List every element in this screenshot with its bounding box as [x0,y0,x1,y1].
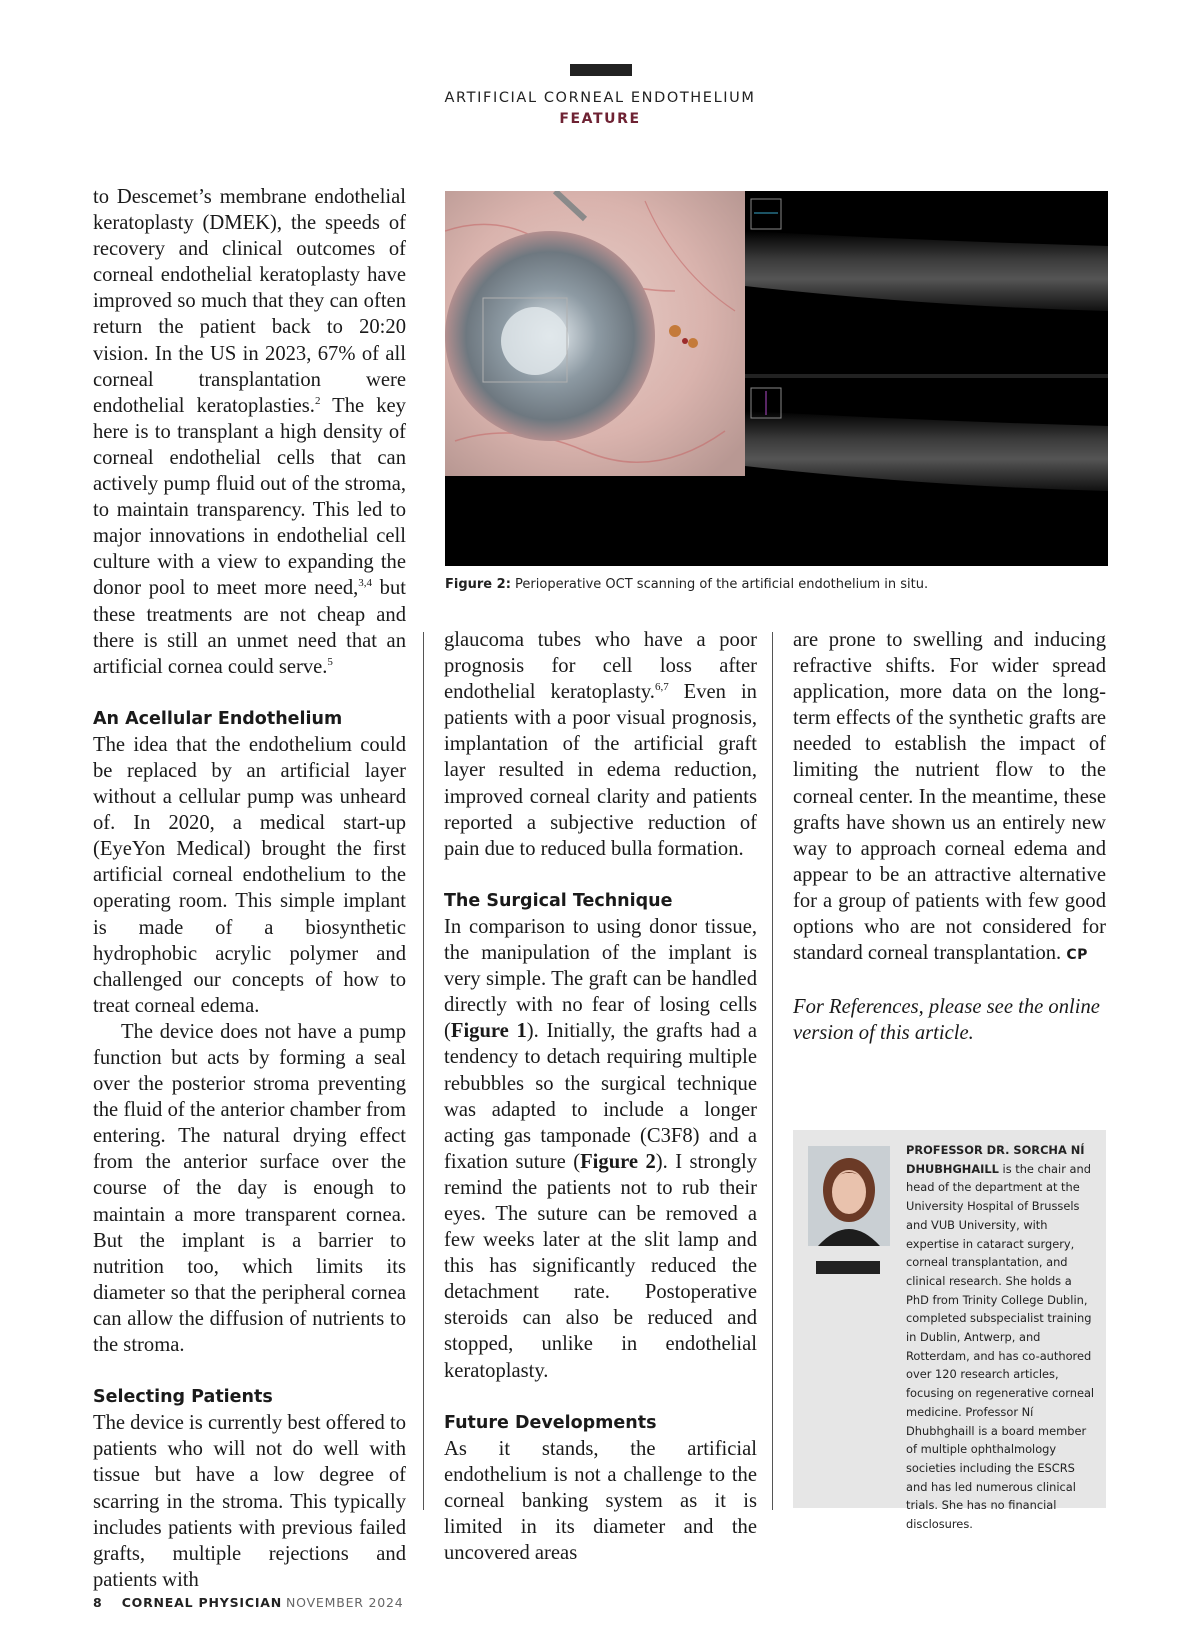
column-divider [772,632,773,1510]
paragraph: As it stands, the artificial endothelium is not a challenge to the corneal banking system as it is limited in its diameter and the uncovered areas [444,1437,757,1565]
section-label: FEATURE [559,111,641,127]
figure-caption: Figure 2: Perioperative OCT scanning of the artificial endothelium in situ. [445,577,929,592]
end-mark: CP [1066,947,1088,964]
heading-acellular-endothelium: An Acellular Endothelium [93,708,343,729]
paragraph: The device does not have a pump function but acts by forming a seal over the posterior stroma preventing the fluid of the anterior chamber from entering. The natural drying effect from the anterior surface over the course of the day is enough to maintain a more transparent cornea. But the implant is a barrier to nutrition too, which limits its diameter so that the peripheral cornea can allow the diffusion of nutrients to the stroma. [93,1020,406,1357]
page-number: 8 [93,1595,102,1610]
column-right [793,627,1106,1046]
reference: 5 [327,655,333,668]
paragraph: The device is currently best offered to patients who will not do well with tissue but have a low degree of scarring in the stroma. This typically includes patients with previous failed grafts, multiple rejections and patients with [93,1412,406,1591]
column-divider [423,632,424,1510]
paragraph: In comparison to using donor tissue, the manipulation of the implant is very simple. The graft can be handled directly with no fear of losing cells (Figure 1). Initially, the grafts had a tendency to detach requiring multiple rebubbles so the surgical technique was adapted to include a longer acting gas tamponade (C3F8) and a fixation suture (Figure 2). I strongly remind the patients not to rub their eyes. The suture can be removed a few weeks later at the slit lamp and this has significantly reduced the detachment rate. Postoperative steroids can also be reduced and stopped, unlike in endothelial keratoplasty. [444,915,758,1382]
oct-image [445,191,1108,566]
heading-selecting-patients: Selecting Patients [93,1387,273,1408]
paragraph: are prone to swelling and inducing refractive shifts. For wider spread application, more data on the long-term effects of the synthetic grafts are needed to establish the impact of limiting the nutrient flow to the corneal center. In the meantime, these grafts have shown us an entirely new way to approach corneal edema and appear to be an attractive alternative for a group of patients with few good options who are not considered for standard corneal transplantation. CP [793,629,1106,965]
author-name: PROFESSOR DR. SORCHA NÍ DHUBHGHAILL [906,1143,1085,1176]
header-bar [570,64,632,76]
column-left [93,184,406,1593]
column-middle [444,627,757,1566]
author-bio: PROFESSOR DR. SORCHA NÍ DHUBHGHAILL is the chair and head of the department at the University Hospital of Brussels and VUB University, with expertise in cataract surgery, corneal transplantation, and clinical research. She holds a PhD from Trinity College Dublin, completed subspecialist training in Dublin, Antwerp, and Rotterdam, and has co-authored over 120 research articles, focusing on regenerative corneal medicine. Professor Ní Dhubhghaill is a board member of multiple ophthalmology societies including the ESCRS and has led numerous clinical trials. She has no financial disclosures. [906,1143,1095,1532]
figure-reference: Figure 1 [450,1020,527,1043]
author-photo [808,1146,890,1246]
paragraph: The idea that the endothelium could be replaced by an artificial layer without a cellular pump was unheard of. In 2020, a medical start-up (EyeYon Medical) brought the first artificial corneal endothelium to the operating room. This simple implant is made of a biosynthetic hydrophobic acrylic polymer and challenged our concepts of how to treat corneal edema. [93,733,406,1017]
page-footer [93,1595,404,1610]
section-title: ARTIFICIAL CORNEAL ENDOTHELIUM [444,90,756,106]
reference: 3,4 [358,577,373,590]
heading-future-developments: Future Developments [444,1412,657,1433]
heading-surgical-technique: The Surgical Technique [444,890,673,911]
paragraph-intro: to Descemet’s membrane endothelial keratoplasty (DMEK), the speeds of recovery and clinical outcomes of corneal endothelial keratoplasty have improved so much that they can often return the patient back to 20:20 vision. In the US in 2023, 67% of all corneal transplantation were endothelial keratoplasties.$^2$ The key here is to transplant a high density of corneal endothelial cells that can actively pump fluid out of the stroma, to maintain transparency. This led to major innovations in endothelial cell culture with a view to expanding the donor pool to meet more need,$^{3,4}$ but these treatments are not cheap and there is still an unmet need that an artificial cornea could serve.$^5$ [93,186,406,678]
reference: 6,7 [654,681,669,694]
photo-bar [816,1261,880,1274]
reference: 2 [314,394,321,407]
figure-oct-scan [445,191,1108,566]
portrait-image [808,1146,890,1246]
figure-reference: Figure 2 [580,1150,656,1173]
issue-date: NOVEMBER 2024 [286,1595,404,1610]
references-note: For References, please see the online version of this article. [793,996,1100,1045]
publication-name: CORNEAL PHYSICIAN [121,1595,283,1610]
paragraph: glaucoma tubes who have a poor prognosis for cell loss after endothelial keratoplasty.$^{6,7}$ Even in patients with a poor visual prognosis, implantation of the artificial graft layer resulted in edema reduction, improved corneal clarity and patients reported a subjective reduction of pain due to reduced bulla formation. [444,629,757,860]
